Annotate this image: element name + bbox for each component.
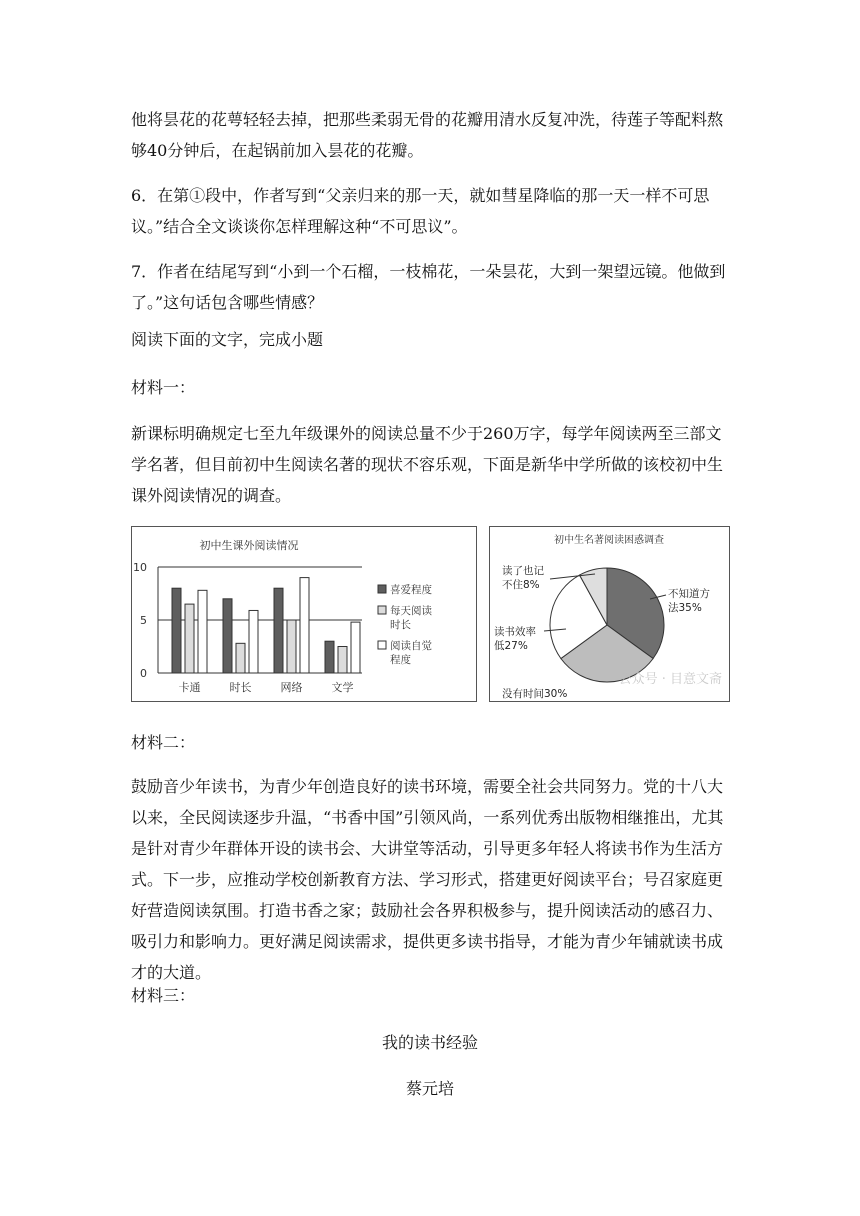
legend-swatch [378,606,386,614]
legend-label: 每天阅读 [390,605,432,617]
material-1-label: 材料一： [131,378,196,397]
bar-时长-2 [249,610,258,673]
x-tick-label: 时长 [229,681,252,694]
material-1-text: 新课标明确规定七至九年级课外的阅读总量不少于260万字，每学年阅读两至三部文学名著，但目前初中生阅读名著的现状不容乐观，下面是新华中学所做的该校初中生课外阅读情况的调查。 [131,424,724,505]
pie-chart-title: 初中生名著阅读困惑调查 [554,535,664,546]
paragraph-continuation: 他将昙花的花萼轻轻去掉，把那些柔弱无骨的花瓣用清水反复冲洗，待莲子等配料熬够40分钟后，在起锅前加入昙花的花瓣。 [131,110,724,160]
x-tick-label: 卡通 [178,681,201,694]
essay-title: 我的读书经验 [381,1033,478,1052]
legend-label: 程度 [390,654,411,666]
bar-网络-1 [287,620,296,673]
bar-卡通-0 [172,588,181,673]
bar-文学-1 [338,647,347,674]
essay-author: 蔡元培 [405,1079,454,1098]
legend-label: 时长 [390,619,411,631]
watermark-text: 公众号 · 目意文斋 [618,672,722,687]
question-7: 7．作者在结尾写到“小到一个石榴，一枝棉花，一朵昙花，大到一架望远镜。他做到了。”这句话包含哪些情感？ [131,262,726,312]
bar-时长-0 [223,599,232,673]
y-tick-label: 10 [133,561,147,574]
y-tick-label: 0 [140,667,147,680]
bar-卡通-1 [185,604,194,673]
material-3-label: 材料三： [131,986,196,1005]
y-tick-label: 5 [140,614,147,627]
bar-卡通-2 [198,590,207,673]
reading-instruction: 阅读下面的文字，完成小题 [131,330,324,349]
legend-label: 喜爱程度 [390,584,432,596]
bar-文学-0 [325,641,334,673]
pie-slice-label: 低27% [494,640,528,652]
pie-slice-label: 没有时间30% [502,688,568,700]
legend-swatch [378,641,386,649]
bar-chart [132,527,476,701]
pie-slice-label: 法35% [668,602,702,614]
legend-swatch [378,585,386,593]
bar-chart-title: 初中生课外阅读情况 [199,539,299,552]
pie-chart [490,527,729,701]
material-2-label: 材料二： [131,733,196,752]
pie-slice-label: 读书效率 [494,626,536,638]
pie-slice-label: 不知道方 [668,588,710,600]
bar-网络-2 [300,578,309,673]
material-2-text: 鼓励音少年读书，为青少年创造良好的读书环境，需要全社会共同努力。党的十八大以来，全民阅读逐步升温，“书香中国”引领风尚，一系列优秀出版物相继推出，尤其是针对青少年群体开设的读书会、大讲堂等活动，引导更多年轻人将读书作为生活方式。下一步，应推动学校创新教育方法、学习形式，搭建更好阅读平台；号召家庭更好营造阅读氛围。打造书香之家；鼓励社会各界积极参与，提升阅读活动的感召力、吸引力和影响力。更好满足阅读需求，提供更多读书指导，才能为青少年铺就读书成才的大道。 [131,777,724,982]
pie-slice-label: 不住8% [502,579,540,591]
bar-文学-2 [351,622,360,673]
legend-label: 阅读自觉 [390,640,432,652]
bar-时长-1 [236,643,245,673]
bar-网络-0 [274,588,283,673]
x-tick-label: 文学 [331,681,354,694]
bar-chart-panel [131,526,477,702]
x-tick-label: 网络 [280,681,303,694]
pie-slice-label: 读了也记 [502,565,544,577]
pie-chart-panel [489,526,730,702]
question-6: 6．在第①段中，作者写到“父亲归来的那一天，就如彗星降临的那一天一样不可思议。”结合全文谈谈你怎样理解这种“不可思议”。 [131,186,710,236]
